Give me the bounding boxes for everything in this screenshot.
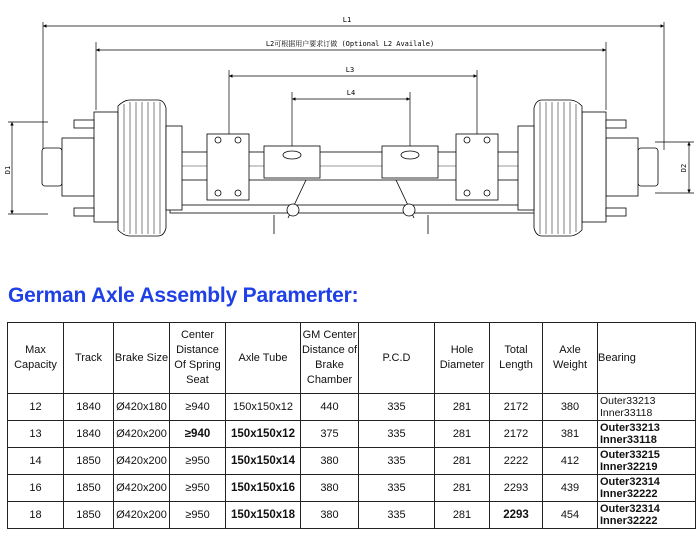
table-cell: ≥940: [170, 394, 226, 421]
bearing-cell: [598, 394, 696, 421]
table-cell: 16: [8, 475, 64, 502]
table-cell: ≥950: [170, 475, 226, 502]
table-row: [8, 475, 696, 502]
bearing-inner: Inner32222: [600, 515, 658, 527]
table-cell: 381: [543, 421, 598, 448]
table-cell: 1850: [64, 502, 114, 529]
column-header: Center Distance Of Spring Seat: [170, 323, 226, 394]
column-header: Brake Size: [114, 323, 170, 394]
table-cell: 1850: [64, 448, 114, 475]
table-cell: 281: [435, 421, 490, 448]
table-cell: Ø420x200: [114, 475, 170, 502]
table-row: [8, 394, 696, 421]
bearing-inner: Inner33118: [600, 407, 653, 419]
table-cell: 1850: [64, 475, 114, 502]
table-cell: 439: [543, 475, 598, 502]
bearing-inner: Inner33118: [600, 434, 657, 446]
table-cell: 150x150x16: [226, 475, 301, 502]
table-row: [8, 502, 696, 529]
dim-label-d1: D1: [4, 165, 12, 175]
column-header: GM Center Distance of Brake Chamber: [301, 323, 359, 394]
table-cell: 281: [435, 448, 490, 475]
table-cell: Ø420x200: [114, 448, 170, 475]
axle-parameter-table: [7, 322, 696, 529]
table-cell: 335: [359, 502, 435, 529]
bearing-cell: [598, 475, 696, 502]
bearing-outer: Outer33215: [600, 449, 660, 461]
table-cell: 380: [301, 475, 359, 502]
bearing-cell: [598, 421, 696, 448]
dim-label-l4: L4: [346, 89, 356, 97]
column-header: Max Capacity: [8, 323, 64, 394]
table-cell: 1840: [64, 421, 114, 448]
table-cell: 12: [8, 394, 64, 421]
table-cell: ≥950: [170, 448, 226, 475]
table-cell: 380: [301, 448, 359, 475]
bearing-outer: Outer32314: [600, 476, 660, 488]
table-cell: 2172: [490, 394, 543, 421]
column-header: Axle Weight: [543, 323, 598, 394]
table-cell: 281: [435, 475, 490, 502]
table-cell: Ø420x200: [114, 502, 170, 529]
column-header: Bearing: [598, 323, 696, 394]
column-header: P.C.D: [359, 323, 435, 394]
table-cell: 14: [8, 448, 64, 475]
table-cell: 440: [301, 394, 359, 421]
table-cell: 2222: [490, 448, 543, 475]
table-cell: 335: [359, 475, 435, 502]
right-hub-drum: [518, 100, 658, 236]
table-cell: Ø420x180: [114, 394, 170, 421]
table-cell: 281: [435, 502, 490, 529]
column-header: Total Length: [490, 323, 543, 394]
dim-label-l2: L2可根据用户要求订做 (Optional L2 Availale): [265, 40, 435, 48]
table-row: [8, 448, 696, 475]
table-cell: 150x150x14: [226, 448, 301, 475]
table-cell: 2293: [490, 475, 543, 502]
bearing-cell: [598, 502, 696, 529]
table-cell: 2172: [490, 421, 543, 448]
dim-label-l3: L3: [345, 66, 355, 74]
table-cell: 150x150x12: [226, 421, 301, 448]
table-cell: 150x150x18: [226, 502, 301, 529]
page-heading: German Axle Assembly Paramerter:: [8, 284, 359, 307]
bearing-inner: Inner32222: [600, 488, 658, 500]
table-cell: 18: [8, 502, 64, 529]
table-cell: 2293: [490, 502, 543, 529]
bearing-outer: Outer32314: [600, 503, 660, 515]
table-cell: 1840: [64, 394, 114, 421]
table-cell: 335: [359, 394, 435, 421]
bearing-inner: Inner32219: [600, 461, 658, 473]
column-header: Hole Diameter: [435, 323, 490, 394]
table-header-row: [8, 323, 696, 394]
table-cell: ≥940: [170, 421, 226, 448]
table-cell: 13: [8, 421, 64, 448]
dim-label-l1: L1: [342, 16, 352, 24]
table-cell: 412: [543, 448, 598, 475]
table-cell: 281: [435, 394, 490, 421]
table-cell: Ø420x200: [114, 421, 170, 448]
left-hub-drum: [42, 100, 182, 236]
table-cell: 380: [543, 394, 598, 421]
bearing-outer: Outer33213: [600, 395, 656, 407]
table-cell: ≥950: [170, 502, 226, 529]
table-cell: 335: [359, 421, 435, 448]
column-header: Axle Tube: [226, 323, 301, 394]
bearing-cell: [598, 448, 696, 475]
table-cell: 380: [301, 502, 359, 529]
table-cell: 454: [543, 502, 598, 529]
column-header: Track: [64, 323, 114, 394]
table-cell: 150x150x12: [226, 394, 301, 421]
bearing-outer: Outer33213: [600, 422, 660, 434]
table-cell: 335: [359, 448, 435, 475]
dim-label-d2: D2: [680, 163, 688, 173]
table-row: [8, 421, 696, 448]
table-cell: 375: [301, 421, 359, 448]
